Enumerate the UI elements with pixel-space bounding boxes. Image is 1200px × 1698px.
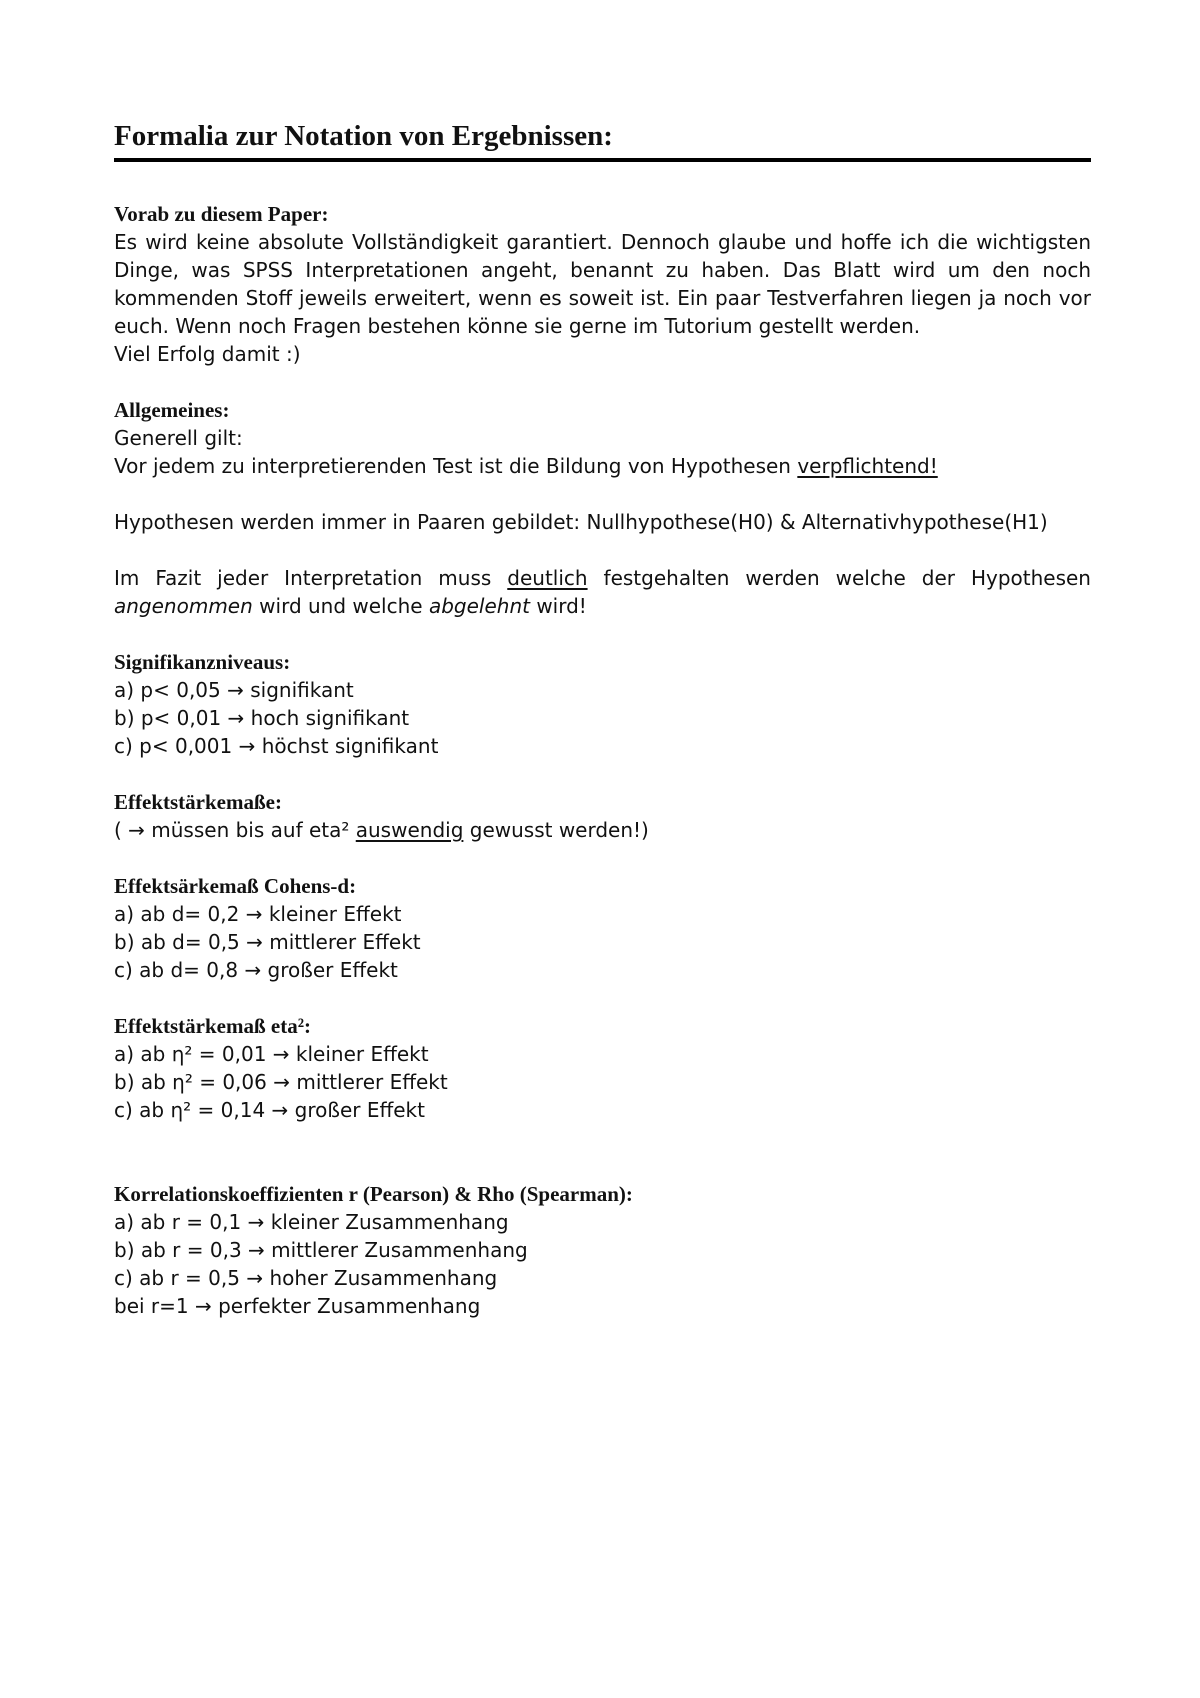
- eta-item: b) ab η² = 0,06 → mittlerer Effekt: [114, 1070, 448, 1094]
- section-korrelation: [114, 1180, 1091, 1320]
- fazit-italic-abgelehnt: abgelehnt: [428, 594, 530, 618]
- fazit-text-1: Im Fazit jeder Interpretation muss: [114, 566, 508, 590]
- cohen-item: b) ab d= 0,5 → mittlerer Effekt: [114, 930, 421, 954]
- fazit-underlined: deutlich: [507, 566, 588, 590]
- section-cohen: [114, 872, 1091, 984]
- spacer: [114, 480, 1091, 508]
- spacer: [114, 620, 1091, 648]
- korrelation-item: c) ab r = 0,5 → hoher Zusammenhang: [114, 1266, 498, 1290]
- spacer: [114, 162, 1091, 200]
- allgemeines-line-2-emphasis: verpflichtend!: [797, 454, 938, 478]
- vorab-paragraph: Es wird keine absolute Vollständigkeit garantiert. Dennoch glaube und hoffe ich die wichtigsten Dinge, was SPSS Interpretationen angeht, benannt zu haben. Das Blatt wird um den noch kommenden Stoff jeweils erweitert, wenn es soweit ist. Ein paar Testverfahren liegen ja noch vor euch. Wenn noch Fragen bestehen könne sie gerne im Tutorium gestellt werden.: [114, 230, 1091, 338]
- section-heading-korrelation: Korrelationskoeffizienten r (Pearson) & Rho (Spearman):: [114, 1182, 633, 1206]
- spacer: [114, 536, 1091, 564]
- document-title: Formalia zur Notation von Ergebnissen:: [114, 118, 1091, 162]
- spacer: [114, 984, 1091, 1012]
- spacer: [114, 368, 1091, 396]
- eta-item: a) ab η² = 0,01 → kleiner Effekt: [114, 1042, 429, 1066]
- effektstaerke-note-underlined: auswendig: [355, 818, 464, 842]
- signifikanz-item: c) p< 0,001 → höchst signifikant: [114, 734, 439, 758]
- vorab-closing: Viel Erfolg damit :): [114, 342, 301, 366]
- section-effektstaerke: [114, 788, 1091, 844]
- spacer: [114, 1124, 1091, 1180]
- korrelation-item: a) ab r = 0,1 → kleiner Zusammenhang: [114, 1210, 509, 1234]
- section-vorab: [114, 200, 1091, 368]
- fazit-italic-angenommen: angenommen: [114, 594, 253, 618]
- fazit-text-3: wird und welche: [252, 594, 429, 618]
- effektstaerke-note: [114, 816, 1091, 844]
- section-heading-cohen: Effektsärkemaß Cohens-d:: [114, 874, 357, 898]
- allgemeines-line-1: Generell gilt:: [114, 426, 243, 450]
- cohen-item: c) ab d= 0,8 → großer Effekt: [114, 958, 398, 982]
- eta-item: c) ab η² = 0,14 → großer Effekt: [114, 1098, 425, 1122]
- signifikanz-item: b) p< 0,01 → hoch signifikant: [114, 706, 410, 730]
- spacer: [114, 760, 1091, 788]
- effektstaerke-note-text-2: gewusst werden!): [463, 818, 649, 842]
- fazit-text-2: festgehalten werden welche der Hypothesen: [587, 566, 1091, 590]
- allgemeines-line-2: [114, 452, 1091, 480]
- section-allgemeines: [114, 396, 1091, 620]
- section-heading-signifikanz: Signifikanzniveaus:: [114, 650, 291, 674]
- section-heading-vorab: Vorab zu diesem Paper:: [114, 202, 329, 226]
- fazit-text-4: wird!: [529, 594, 587, 618]
- section-signifikanz: [114, 648, 1091, 760]
- hypothesen-line: Hypothesen werden immer in Paaren gebildet: Nullhypothese(H0) & Alternativhypothese(H1): [114, 510, 1048, 534]
- effektstaerke-note-text-1: ( → müssen bis auf eta²: [114, 818, 356, 842]
- fazit-paragraph: [114, 564, 1091, 620]
- signifikanz-item: a) p< 0,05 → signifikant: [114, 678, 354, 702]
- spacer: [114, 844, 1091, 872]
- cohen-item: a) ab d= 0,2 → kleiner Effekt: [114, 902, 402, 926]
- section-heading-allgemeines: Allgemeines:: [114, 398, 230, 422]
- section-eta: [114, 1012, 1091, 1124]
- section-heading-effektstaerke: Effektstärkemaße:: [114, 790, 282, 814]
- korrelation-item: bei r=1 → perfekter Zusammenhang: [114, 1294, 481, 1318]
- section-heading-eta: Effektstärkemaß eta²:: [114, 1014, 311, 1038]
- document-page: [114, 118, 1091, 1320]
- allgemeines-line-2-text: Vor jedem zu interpretierenden Test ist die Bildung von Hypothesen: [114, 454, 798, 478]
- korrelation-item: b) ab r = 0,3 → mittlerer Zusammenhang: [114, 1238, 528, 1262]
